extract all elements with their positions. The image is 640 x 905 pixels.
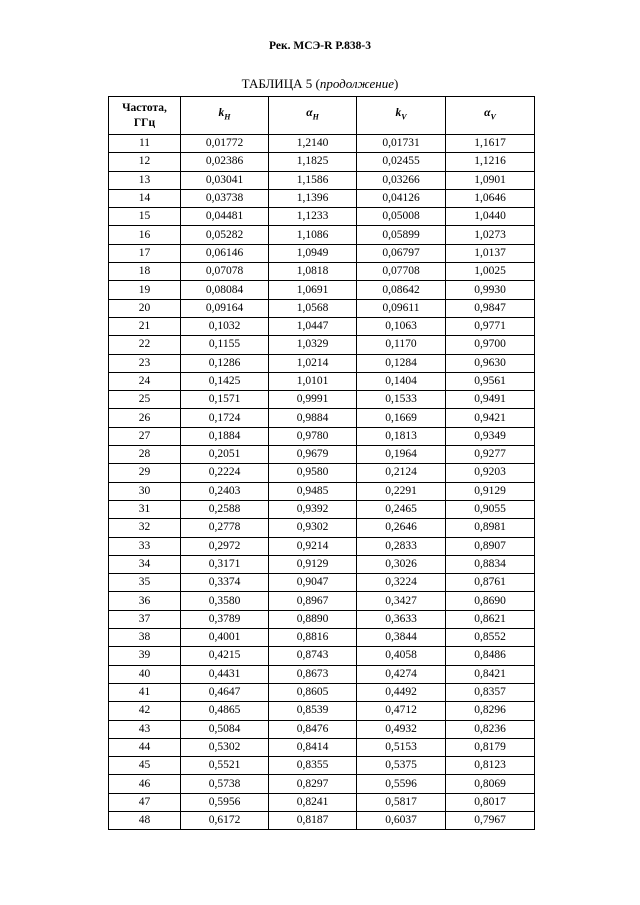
kh-cell: 0,2224 [181,464,269,482]
kh-cell: 0,5084 [181,720,269,738]
frequency-cell: 13 [109,171,181,189]
table-row [109,757,535,775]
table-row [109,519,535,537]
kv-cell: 0,1284 [357,354,446,372]
alpha-v-cell: 0,8981 [446,519,535,537]
kh-cell: 0,3171 [181,555,269,573]
table-row [109,683,535,701]
table-row [109,317,535,335]
table-row [109,409,535,427]
alpha-v-cell: 1,0273 [446,226,535,244]
alpha-h-cell: 0,9047 [269,574,357,592]
kv-cell: 0,04126 [357,189,446,207]
kh-cell: 0,04481 [181,208,269,226]
table-row [109,427,535,445]
alpha-h-cell: 0,8743 [269,647,357,665]
kv-cell: 0,3844 [357,629,446,647]
kv-cell: 0,07708 [357,263,446,281]
alpha-v-cell: 0,9491 [446,391,535,409]
alpha-h-cell: 0,8673 [269,665,357,683]
alpha-v-cell: 0,8834 [446,555,535,573]
table-row [109,171,535,189]
kv-cell: 0,2646 [357,519,446,537]
table-row [109,336,535,354]
kv-cell: 0,5596 [357,775,446,793]
kv-cell: 0,5375 [357,757,446,775]
frequency-cell: 29 [109,464,181,482]
alpha-h-cell: 1,0447 [269,317,357,335]
kv-cell: 0,3224 [357,574,446,592]
frequency-cell: 40 [109,665,181,683]
alpha-h-cell: 1,1396 [269,189,357,207]
alpha-v-cell: 1,0440 [446,208,535,226]
kh-cell: 0,05282 [181,226,269,244]
page-header: Рек. МСЭ-R P.838-3 [269,40,371,52]
kh-cell: 0,1286 [181,354,269,372]
header-alpha-v-symbol [484,107,496,122]
header-kh-sub: H [224,112,231,122]
alpha-v-cell: 0,8017 [446,793,535,811]
kh-cell: 0,4431 [181,665,269,683]
header-alpha-h-sub: H [312,112,319,122]
frequency-cell: 42 [109,702,181,720]
kh-cell: 0,1155 [181,336,269,354]
alpha-v-cell: 1,0025 [446,263,535,281]
kh-cell: 0,03041 [181,171,269,189]
kh-cell: 0,1032 [181,317,269,335]
table-row [109,153,535,171]
table-row [109,354,535,372]
header-kv-symbol [395,107,407,122]
kh-cell: 0,4865 [181,702,269,720]
table-row [109,482,535,500]
table-row [109,647,535,665]
kv-cell: 0,3633 [357,610,446,628]
frequency-cell: 38 [109,629,181,647]
kh-cell: 0,1425 [181,372,269,390]
alpha-v-cell: 0,8296 [446,702,535,720]
kv-cell: 0,4058 [357,647,446,665]
frequency-cell: 35 [109,574,181,592]
alpha-v-cell: 0,8552 [446,629,535,647]
table-row [109,208,535,226]
kv-cell: 0,5153 [357,738,446,756]
alpha-h-cell: 0,8816 [269,629,357,647]
frequency-cell: 22 [109,336,181,354]
frequency-cell: 15 [109,208,181,226]
header-kv-sub: V [401,112,407,122]
alpha-h-cell: 0,9214 [269,537,357,555]
alpha-v-cell: 1,0901 [446,171,535,189]
kh-cell: 0,5302 [181,738,269,756]
kh-cell: 0,1724 [181,409,269,427]
kh-cell: 0,03738 [181,189,269,207]
table-header-row [109,97,535,135]
frequency-cell: 25 [109,391,181,409]
kv-cell: 0,2465 [357,500,446,518]
alpha-v-cell: 0,9630 [446,354,535,372]
header-alpha-h-symbol [306,107,319,122]
table-row [109,720,535,738]
frequency-cell: 17 [109,244,181,262]
frequency-cell: 24 [109,372,181,390]
kv-cell: 0,1533 [357,391,446,409]
frequency-cell: 43 [109,720,181,738]
alpha-h-cell: 0,8967 [269,592,357,610]
kh-cell: 0,5956 [181,793,269,811]
header-frequency-line2: ГГц [133,116,156,129]
kv-cell: 0,4274 [357,665,446,683]
table-row [109,446,535,464]
frequency-cell: 11 [109,135,181,153]
alpha-v-cell: 0,9421 [446,409,535,427]
alpha-h-cell: 0,8890 [269,610,357,628]
alpha-h-cell: 1,1086 [269,226,357,244]
alpha-v-cell: 0,9129 [446,482,535,500]
alpha-v-cell: 0,8621 [446,610,535,628]
header-alpha-h [269,97,357,135]
alpha-v-cell: 0,8357 [446,683,535,701]
alpha-h-cell: 1,2140 [269,135,357,153]
kh-cell: 0,3580 [181,592,269,610]
table-row [109,574,535,592]
kv-cell: 0,05899 [357,226,446,244]
frequency-cell: 37 [109,610,181,628]
alpha-v-cell: 0,8179 [446,738,535,756]
alpha-h-cell: 0,9884 [269,409,357,427]
alpha-h-cell: 0,8539 [269,702,357,720]
alpha-v-cell: 0,9349 [446,427,535,445]
kv-cell: 0,4712 [357,702,446,720]
table-row [109,464,535,482]
table-row [109,135,535,153]
kh-cell: 0,07078 [181,263,269,281]
table-row [109,610,535,628]
frequency-cell: 18 [109,263,181,281]
alpha-h-cell: 1,1586 [269,171,357,189]
kh-cell: 0,3374 [181,574,269,592]
alpha-h-cell: 0,8476 [269,720,357,738]
kv-cell: 0,02455 [357,153,446,171]
header-alpha-v-sub: V [490,112,496,122]
table-row [109,738,535,756]
kh-cell: 0,09164 [181,299,269,317]
frequency-cell: 31 [109,500,181,518]
alpha-h-cell: 1,0568 [269,299,357,317]
table-row [109,665,535,683]
table-row [109,775,535,793]
table-caption [0,76,640,92]
alpha-v-cell: 1,1617 [446,135,535,153]
alpha-v-cell: 0,9930 [446,281,535,299]
frequency-cell: 12 [109,153,181,171]
frequency-cell: 34 [109,555,181,573]
header-kv-base: k [395,107,402,120]
kv-cell: 0,1669 [357,409,446,427]
frequency-cell: 47 [109,793,181,811]
kh-cell: 0,5738 [181,775,269,793]
alpha-h-cell: 0,8414 [269,738,357,756]
kv-cell: 0,4932 [357,720,446,738]
kv-cell: 0,03266 [357,171,446,189]
kv-cell: 0,08642 [357,281,446,299]
frequency-cell: 33 [109,537,181,555]
alpha-v-cell: 0,8761 [446,574,535,592]
alpha-h-cell: 0,8355 [269,757,357,775]
alpha-h-cell: 0,9302 [269,519,357,537]
alpha-v-cell: 0,9277 [446,446,535,464]
kv-cell: 0,05008 [357,208,446,226]
kv-cell: 0,2833 [357,537,446,555]
table-row [109,263,535,281]
kh-cell: 0,5521 [181,757,269,775]
alpha-v-cell: 0,8690 [446,592,535,610]
table-row [109,811,535,829]
frequency-cell: 36 [109,592,181,610]
table-row [109,793,535,811]
table-row [109,500,535,518]
table-row [109,372,535,390]
alpha-v-cell: 0,9561 [446,372,535,390]
kh-cell: 0,02386 [181,153,269,171]
kh-cell: 0,08084 [181,281,269,299]
alpha-v-cell: 1,1216 [446,153,535,171]
kh-cell: 0,2403 [181,482,269,500]
frequency-cell: 28 [109,446,181,464]
kh-cell: 0,2588 [181,500,269,518]
kh-cell: 0,4001 [181,629,269,647]
alpha-h-cell: 1,0691 [269,281,357,299]
alpha-h-cell: 0,9780 [269,427,357,445]
header-kh-symbol [218,107,231,122]
kh-cell: 0,06146 [181,244,269,262]
alpha-h-cell: 0,9129 [269,555,357,573]
frequency-cell: 46 [109,775,181,793]
kh-cell: 0,2051 [181,446,269,464]
frequency-cell: 27 [109,427,181,445]
header-alpha-v [446,97,535,135]
alpha-v-cell: 0,8907 [446,537,535,555]
alpha-h-cell: 1,1825 [269,153,357,171]
header-alpha-h-base: α [306,107,313,120]
alpha-v-cell: 0,7967 [446,811,535,829]
frequency-cell: 21 [109,317,181,335]
alpha-v-cell: 0,8486 [446,647,535,665]
kh-cell: 0,1884 [181,427,269,445]
kh-cell: 0,2778 [181,519,269,537]
alpha-h-cell: 0,9679 [269,446,357,464]
alpha-v-cell: 0,8421 [446,665,535,683]
frequency-cell: 32 [109,519,181,537]
frequency-cell: 16 [109,226,181,244]
alpha-v-cell: 1,0137 [446,244,535,262]
kh-cell: 0,1571 [181,391,269,409]
alpha-h-cell: 0,8297 [269,775,357,793]
header-kh [181,97,269,135]
alpha-v-cell: 0,8069 [446,775,535,793]
kv-cell: 0,1063 [357,317,446,335]
kh-cell: 0,4647 [181,683,269,701]
frequency-cell: 41 [109,683,181,701]
kv-cell: 0,5817 [357,793,446,811]
table-row [109,629,535,647]
alpha-h-cell: 0,8187 [269,811,357,829]
alpha-h-cell: 1,0949 [269,244,357,262]
header-frequency-line1: Частота, [122,101,167,114]
kh-cell: 0,2972 [181,537,269,555]
kv-cell: 0,1964 [357,446,446,464]
kv-cell: 0,3427 [357,592,446,610]
table-row [109,702,535,720]
table-row [109,244,535,262]
table-row [109,555,535,573]
table-row [109,537,535,555]
alpha-v-cell: 0,9203 [446,464,535,482]
caption-continuation: продолжение [319,76,394,91]
frequency-cell: 23 [109,354,181,372]
kv-cell: 0,1404 [357,372,446,390]
frequency-cell: 30 [109,482,181,500]
alpha-h-cell: 0,9991 [269,391,357,409]
table-body [109,135,535,830]
frequency-cell: 19 [109,281,181,299]
frequency-cell: 20 [109,299,181,317]
alpha-h-cell: 1,0329 [269,336,357,354]
kv-cell: 0,4492 [357,683,446,701]
alpha-h-cell: 0,8605 [269,683,357,701]
kv-cell: 0,3026 [357,555,446,573]
caption-prefix: ТАБЛИЦА 5 ( [241,76,320,91]
kv-cell: 0,6037 [357,811,446,829]
alpha-v-cell: 0,9847 [446,299,535,317]
header-frequency [109,97,181,135]
kh-cell: 0,6172 [181,811,269,829]
alpha-h-cell: 0,9392 [269,500,357,518]
alpha-v-cell: 0,9055 [446,500,535,518]
caption-suffix: ) [393,76,399,91]
frequency-cell: 39 [109,647,181,665]
kh-cell: 0,4215 [181,647,269,665]
kv-cell: 0,2291 [357,482,446,500]
alpha-h-cell: 0,9485 [269,482,357,500]
alpha-v-cell: 0,9700 [446,336,535,354]
kv-cell: 0,01731 [357,135,446,153]
table-row [109,299,535,317]
header-alpha-v-base: α [484,107,491,120]
alpha-h-cell: 1,1233 [269,208,357,226]
kv-cell: 0,2124 [357,464,446,482]
frequency-cell: 45 [109,757,181,775]
header-kv [357,97,446,135]
alpha-v-cell: 1,0646 [446,189,535,207]
alpha-h-cell: 0,9580 [269,464,357,482]
frequency-cell: 14 [109,189,181,207]
alpha-h-cell: 1,0101 [269,372,357,390]
kh-cell: 0,01772 [181,135,269,153]
kv-cell: 0,09611 [357,299,446,317]
kh-cell: 0,3789 [181,610,269,628]
kv-cell: 0,1813 [357,427,446,445]
frequency-cell: 48 [109,811,181,829]
table-row [109,281,535,299]
alpha-v-cell: 0,8123 [446,757,535,775]
frequency-cell: 44 [109,738,181,756]
frequency-cell: 26 [109,409,181,427]
alpha-h-cell: 1,0818 [269,263,357,281]
alpha-v-cell: 0,9771 [446,317,535,335]
table-row [109,226,535,244]
header-kh-base: k [218,107,225,120]
kv-cell: 0,1170 [357,336,446,354]
coefficients-table [108,96,535,830]
table-row [109,592,535,610]
kv-cell: 0,06797 [357,244,446,262]
table-row [109,391,535,409]
alpha-v-cell: 0,8236 [446,720,535,738]
alpha-h-cell: 0,8241 [269,793,357,811]
alpha-h-cell: 1,0214 [269,354,357,372]
table-row [109,189,535,207]
